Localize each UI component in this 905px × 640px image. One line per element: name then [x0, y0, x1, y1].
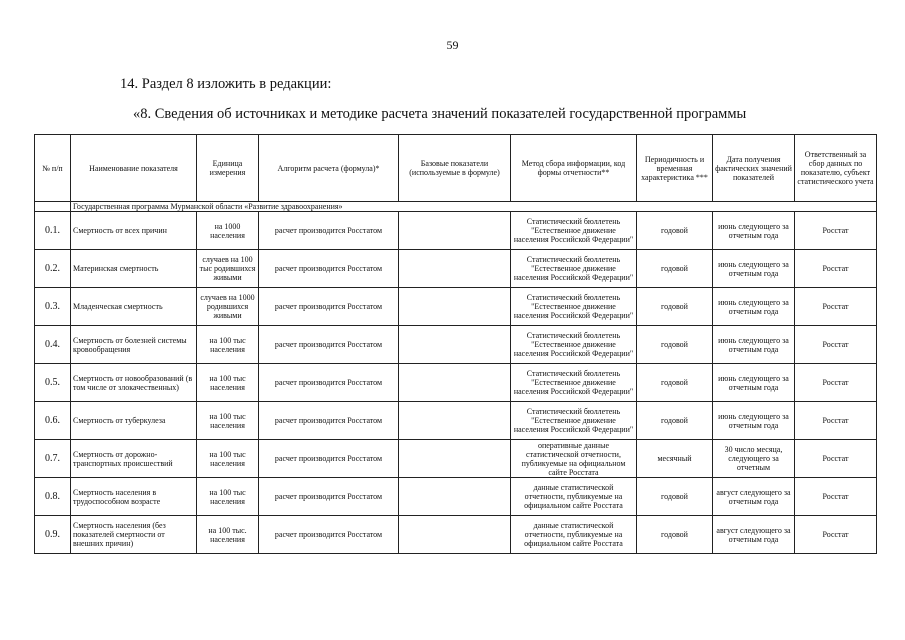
row-method: Статистический бюллетень "Естественное движение населения Российской Федерации" [511, 326, 637, 364]
row-unit: на 100 тыс. населения [197, 516, 259, 554]
table-row [35, 364, 877, 402]
row-date: июнь следующего за отчетным года [713, 212, 795, 250]
row-method: оперативные данные статистической отчетности, публикуемые на официальном сайте Росстата [511, 440, 637, 478]
row-num: 0.5. [35, 364, 71, 402]
header-responsible: Ответственный за сбор данных по показателю, субъект статистического учета [795, 135, 877, 202]
header-num: № п/п [35, 135, 71, 202]
table-row [35, 326, 877, 364]
row-responsible: Росстат [795, 402, 877, 440]
table-row [35, 440, 877, 478]
row-algorithm: расчет производится Росстатом [259, 516, 399, 554]
row-responsible: Росстат [795, 212, 877, 250]
row-num: 0.9. [35, 516, 71, 554]
row-date: июнь следующего за отчетным года [713, 288, 795, 326]
row-num: 0.4. [35, 326, 71, 364]
row-method: Статистический бюллетень "Естественное движение населения Российской Федерации" [511, 364, 637, 402]
indicators-table [34, 134, 877, 554]
program-title: Государственная программа Мурманской области «Развитие здравоохранения» [71, 202, 877, 212]
row-responsible: Росстат [795, 478, 877, 516]
row-name: Смертность населения (без показателей смертности от внешних причин) [71, 516, 197, 554]
row-num: 0.1. [35, 212, 71, 250]
row-name: Смертность от туберкулеза [71, 402, 197, 440]
row-num: 0.2. [35, 250, 71, 288]
row-base [399, 250, 511, 288]
row-date: июнь следующего за отчетным года [713, 402, 795, 440]
row-period: годовой [637, 250, 713, 288]
row-period: годовой [637, 516, 713, 554]
row-unit: на 1000 населения [197, 212, 259, 250]
table-row [35, 402, 877, 440]
row-date: август следующего за отчетным года [713, 516, 795, 554]
row-base [399, 440, 511, 478]
row-algorithm: расчет производится Росстатом [259, 250, 399, 288]
row-period: годовой [637, 402, 713, 440]
row-name: Смертность от новообразований (в том числе от злокачественных) [71, 364, 197, 402]
row-unit: случаев на 1000 родившихся живыми [197, 288, 259, 326]
row-algorithm: расчет производится Росстатом [259, 440, 399, 478]
row-date: июнь следующего за отчетным года [713, 326, 795, 364]
row-base [399, 288, 511, 326]
row-base [399, 516, 511, 554]
section-heading: 14. Раздел 8 изложить в редакции: [120, 76, 332, 92]
row-name: Младенческая смертность [71, 288, 197, 326]
row-unit: на 100 тыс населения [197, 478, 259, 516]
table-row [35, 516, 877, 554]
row-num: 0.8. [35, 478, 71, 516]
row-base [399, 402, 511, 440]
row-date: 30 число месяца, следующего за отчетным [713, 440, 795, 478]
row-algorithm: расчет производится Росстатом [259, 364, 399, 402]
row-algorithm: расчет производится Росстатом [259, 212, 399, 250]
program-row [35, 202, 877, 212]
row-algorithm: расчет производится Росстатом [259, 402, 399, 440]
header-name: Наименование показателя [71, 135, 197, 202]
table-row [35, 478, 877, 516]
header-period: Периодичность и временная характеристика *** [637, 135, 713, 202]
table-row [35, 250, 877, 288]
page-number: 59 [446, 38, 459, 52]
row-period: годовой [637, 212, 713, 250]
row-date: июнь следующего за отчетным года [713, 364, 795, 402]
row-num: 0.3. [35, 288, 71, 326]
row-unit: на 100 тыс населения [197, 364, 259, 402]
row-period: годовой [637, 364, 713, 402]
row-period: годовой [637, 326, 713, 364]
row-algorithm: расчет производится Росстатом [259, 326, 399, 364]
header-algorithm: Алгоритм расчета (формула)* [259, 135, 399, 202]
row-num: 0.6. [35, 402, 71, 440]
header-method: Метод сбора информации, код формы отчетности** [511, 135, 637, 202]
header-date: Дата получения фактических значений показателей [713, 135, 795, 202]
row-algorithm: расчет производится Росстатом [259, 478, 399, 516]
row-responsible: Росстат [795, 364, 877, 402]
row-unit: случаев на 100 тыс родившихся живыми [197, 250, 259, 288]
row-method: данные статистической отчетности, публикуемые на официальном сайте Росстата [511, 478, 637, 516]
row-name: Смертность от всех причин [71, 212, 197, 250]
row-algorithm: расчет производится Росстатом [259, 288, 399, 326]
row-base [399, 212, 511, 250]
table-row [35, 212, 877, 250]
row-unit: на 100 тыс населения [197, 402, 259, 440]
row-name: Смертность от дорожно-транспортных происшествий [71, 440, 197, 478]
row-name: Смертность населения в трудоспособном возрасте [71, 478, 197, 516]
header-base: Базовые показатели (используемые в формуле) [399, 135, 511, 202]
row-name: Материнская смертность [71, 250, 197, 288]
row-base [399, 326, 511, 364]
row-period: годовой [637, 478, 713, 516]
row-responsible: Росстат [795, 326, 877, 364]
row-num: 0.7. [35, 440, 71, 478]
row-period: месячный [637, 440, 713, 478]
row-name: Смертность от болезней системы кровообращения [71, 326, 197, 364]
row-unit: на 100 тыс населения [197, 440, 259, 478]
header-unit: Единица измерения [197, 135, 259, 202]
row-responsible: Росстат [795, 440, 877, 478]
row-date: август следующего за отчетным года [713, 478, 795, 516]
row-base [399, 478, 511, 516]
row-method: Статистический бюллетень "Естественное движение населения Российской Федерации" [511, 212, 637, 250]
row-base [399, 364, 511, 402]
table-header-row [35, 135, 877, 202]
section-subheading: «8. Сведения об источниках и методике расчета значений показателей государственной программы [133, 106, 747, 122]
row-responsible: Росстат [795, 516, 877, 554]
table-row [35, 288, 877, 326]
row-date: июнь следующего за отчетным года [713, 250, 795, 288]
row-responsible: Росстат [795, 288, 877, 326]
row-method: Статистический бюллетень "Естественное движение населения Российской Федерации" [511, 288, 637, 326]
row-unit: на 100 тыс населения [197, 326, 259, 364]
row-responsible: Росстат [795, 250, 877, 288]
row-method: Статистический бюллетень "Естественное движение населения Российской Федерации" [511, 402, 637, 440]
row-period: годовой [637, 288, 713, 326]
row-method: Статистический бюллетень "Естественное движение населения Российской Федерации" [511, 250, 637, 288]
row-method: данные статистической отчетности, публикуемые на официальном сайте Росстата [511, 516, 637, 554]
